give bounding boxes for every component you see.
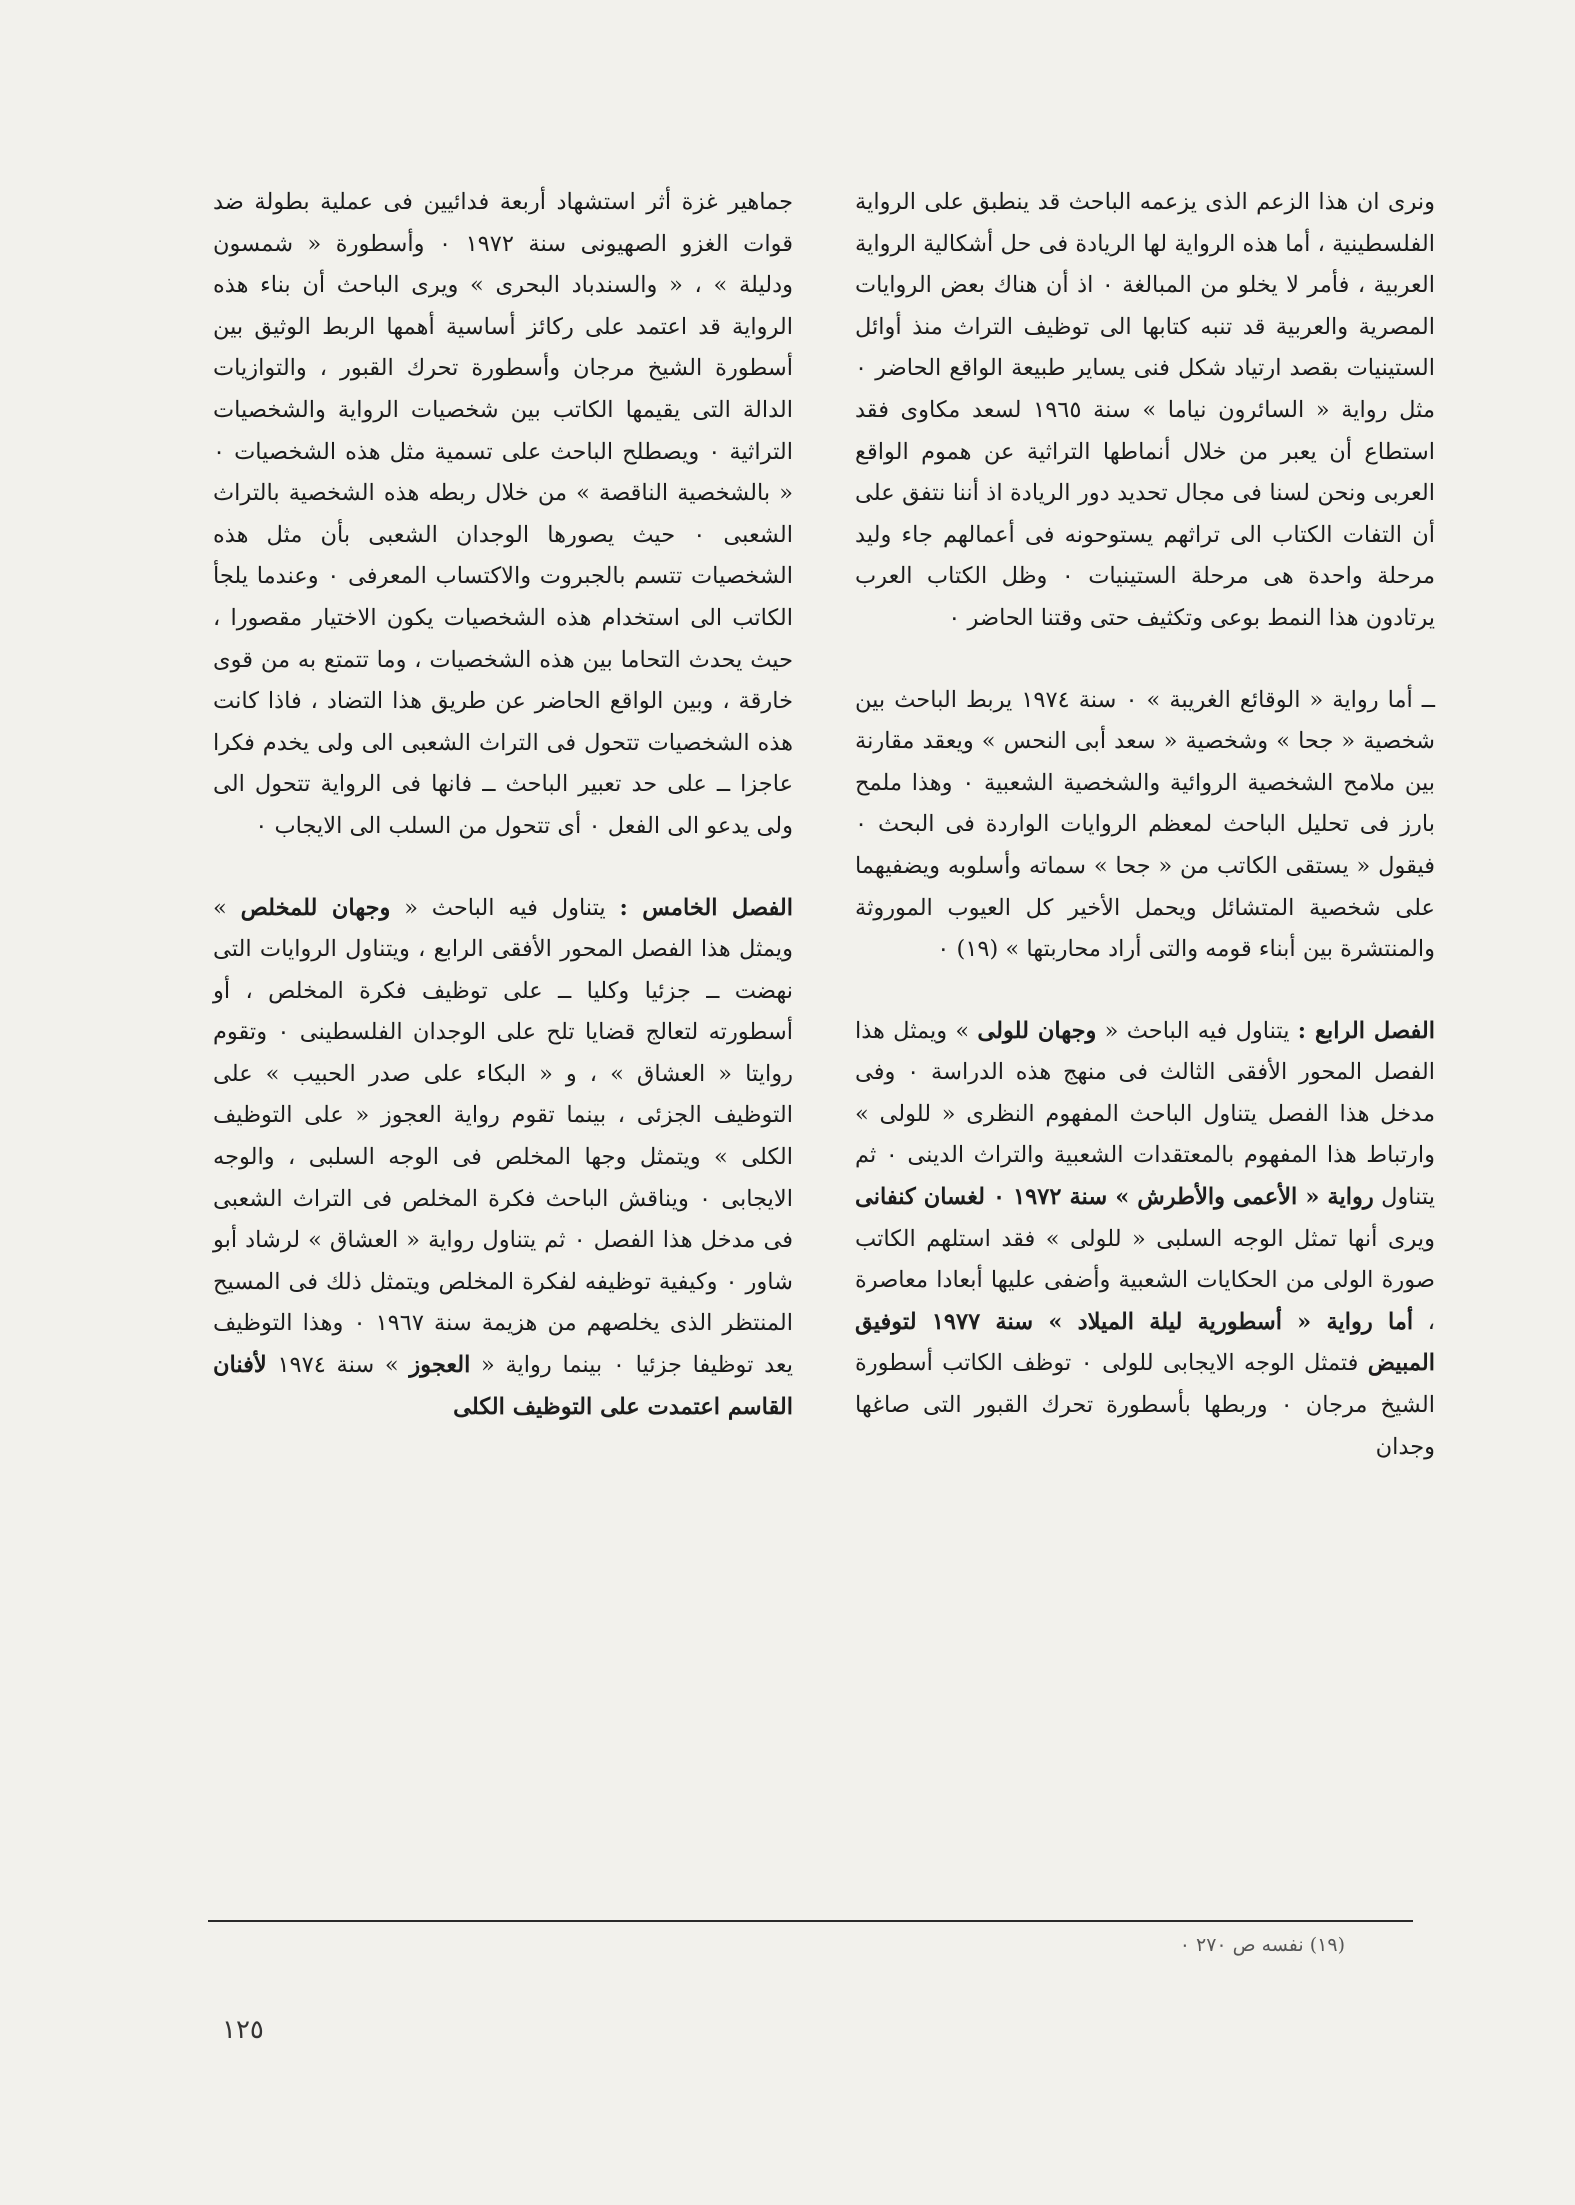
chapter-four-title: وجهان للولى (977, 1017, 1097, 1044)
paragraph-chapter-four (855, 1011, 1435, 1469)
page-number: ١٢٥ (222, 2015, 264, 2045)
chapter-four-text-b: » ويمثل هذا الفصل المحور الأفقى الثالث فى منهج هذه الدراسة ٠ وفى مدخل هذا الفصل يتناول الباحث المفهوم النظرى « للولى » وارتباط هذا المفهوم بالمعتقدات الشعبية والتراث الدينى ٠ ثم يتناول (855, 1017, 1435, 1211)
novel-blind-deaf-title: رواية « الأعمى والأطرش » سنة ١٩٧٢ ٠ لغسان كنفانى (855, 1184, 1374, 1211)
footnote: (١٩) نفسه ص ٢٧٠ ٠ (1179, 1934, 1345, 1956)
chapter-five-text-a: يتناول فيه الباحث « (390, 894, 620, 921)
right-column (855, 182, 1435, 1468)
chapter-four-heading: الفصل الرابع : (1297, 1017, 1435, 1044)
paragraph-zaam: ونرى ان هذا الزعم الذى يزعمه الباحث قد ينطبق على الرواية الفلسطينية ، أما هذه الرواية لها الريادة فى حل أشكالية الرواية العربية ، فأمر لا يخلو من المبالغة ٠ اذ أن هناك بعض الروايات المصرية والعربية قد تنبه كتابها الى توظيف التراث منذ أوائل الستينيات بقصد ارتياد شكل فنى يساير طبيعة الواقع الحاضر ٠ مثل رواية « السائرون نياما » سنة ١٩٦٥ لسعد مكاوى فقد استطاع أن يعبر من خلال أنماطها التراثية عن هموم الواقع العربى ونحن لسنا فى مجال تحديد دور الريادة اذ أننا نتفق على أن التفات الكتاب الى تراثهم يستوحونه فى أعمالهم جاء وليد مرحلة واحدة هى مرحلة الستينيات ٠ وظل الكتاب العرب يرتادون هذا النمط بوعى وتكثيف حتى وقتنا الحاضر ٠ (855, 189, 1436, 631)
paragraph-waqaie: ــ أما رواية « الوقائع الغريبة » ٠ سنة ١٩٧٤ يربط الباحث بين شخصية « جحا » وشخصية « سعد أبى النحس » ويعقد مقارنة بين ملامح الشخصية الروائية والشخصية الشعبية ٠ وهذا ملمح بارز فى تحليل الباحث لمعظم الروايات الواردة فى البحث ٠ فيقول « يستقى الكاتب من « جحا » سماته وأسلوبه ويضفيهما على شخصية المتشائل ويحمل الأخير كل العيوب الموروثة والمنتشرة بين أبناء قومه والتى أراد محاربتها » (١٩) ٠ (855, 686, 1435, 963)
chapter-four-text-d: فتمثل الوجه الايجابى للولى ٠ توظف الكاتب أسطورة الشيخ مرجان ٠ وربطها بأسطورة تحرك القبور التى صاغها وجدان (855, 1350, 1435, 1460)
chapter-five-text-c: » سنة ١٩٧٤ (266, 1352, 410, 1379)
chapter-five-title: وجهان للمخلص (240, 894, 391, 921)
left-column (213, 182, 793, 1428)
novel-christmas-title: أما رواية « أسطورية ليلة الميلاد » سنة ١٩٧٧ لتوفيق المبيض (855, 1308, 1436, 1377)
chapter-four-text-c: ويرى أنها تمثل الوجه السلبى « للولى » فقد استلهم الكاتب صورة الولى من الحكايات الشعبية وأضفى عليها أبعادا معاصرة ، (855, 1225, 1435, 1335)
chapter-four-text-a: يتناول فيه الباحث « (1096, 1017, 1298, 1044)
paragraph-gaza: جماهير غزة أثر استشهاد أربعة فدائيين فى عملية بطولة ضد قوات الغزو الصهيونى سنة ١٩٧٢ ٠ وأسطورة « شمسون ودليلة » ، « والسندباد البحرى » ويرى الباحث أن بناء هذه الرواية قد اعتمد على ركائز أساسية أهمها الربط الوثيق بين أسطورة الشيخ مرجان وأسطورة تحرك القبور ، والتوازيات الدالة التى يقيمها الكاتب بين شخصيات الرواية والشخصيات التراثية ٠ ويصطلح الباحث على تسمية مثل هذه الشخصيات ٠ « بالشخصية الناقصة » من خلال ربطه هذه الشخصية بالتراث الشعبى ٠ حيث يصورها الوجدان الشعبى بأن مثل هذه الشخصيات تتسم بالجبروت والاكتساب المعرفى ٠ وعندما يلجأ الكاتب الى استخدام هذه الشخصيات يكون الاختيار مقصورا ، حيث يحدث التحاما بين هذه الشخصيات ، وما تتمتع به من قوى خارقة ، وبين الواقع الحاضر عن طريق هذا التضاد ، فاذا كانت هذه الشخصيات تتحول فى التراث الشعبى الى ولى يخدم فكرا عاجزا ــ على حد تعبير الباحث ــ فانها فى الرواية تتحول الى ولى يدعو الى الفعل ٠ أى تتحول من السلب الى الايجاب ٠ (213, 189, 793, 839)
chapter-five-heading: الفصل الخامس : (619, 894, 793, 921)
novel-old-woman-title: العجوز (409, 1352, 471, 1379)
footnote-divider (208, 1920, 1413, 1922)
novel-old-woman-author: لأفنان القاسم اعتمدت على التوظيف الكلى (213, 1352, 793, 1420)
paragraph-chapter-five (213, 888, 793, 1429)
chapter-five-text-b: » ويمثل هذا الفصل المحور الأفقى الرابع ، ويتناول الروايات التى نهضت ــ جزئيا وكليا ــ على توظيف فكرة المخلص ، أو أسطورته لتعالج قضايا تلح على الوجدان الفلسطينى ٠ وتقوم روايتا « العشاق » ، و « البكاء على صدر الحبيب » على التوظيف الجزئى ، بينما تقوم رواية العجوز « على التوظيف الكلى » ويتمثل وجها المخلص فى الوجه السلبى ، والوجه الايجابى ٠ ويناقش الباحث فكرة المخلص فى التراث الشعبى فى مدخل هذا الفصل ٠ ثم يتناول رواية « العشاق » لرشاد أبو شاور ٠ وكيفية توظيفه لفكرة المخلص ويتمثل ذلك فى المسيح المنتظر الذى يخلصهم من هزيمة سنة ١٩٦٧ ٠ وهذا التوظيف يعد توظيفا جزئيا ٠ بينما رواية « (213, 894, 794, 1379)
